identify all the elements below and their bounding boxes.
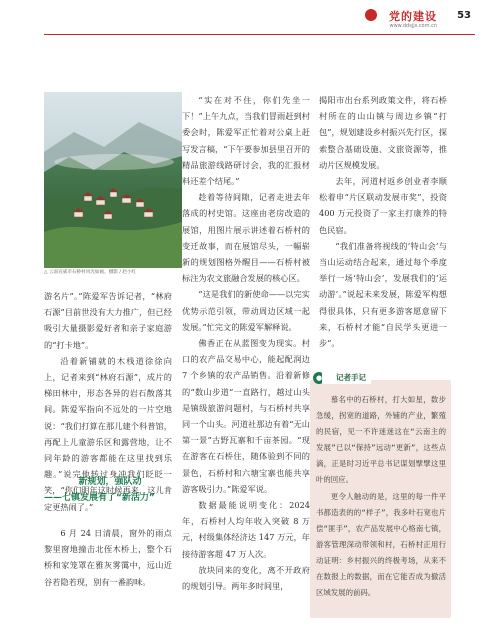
paragraph: 趁着等待间隙，记者走进去年落成的村史馆。这座由老房改造的展馆，用图片展示讲述着石桥村的变迁故事，而在展馆尽头，一幅崭新的规划图格外醒目——石桥村被标注为农文旅融合发展的核心区。: [182, 192, 310, 284]
paragraph: 佛香正在从蓝图变为现实。村口的农产品交易中心，能起配润边 7 个乡镇的农产品销售。沿着新修的“数山步道”一直路行，越过山头是镇级旅游问题村，与石桥村共享同一个山头。河道社那边有着“无山第一景”古野瓦寨和千亩茶园。“现在游客在石桥住，随体验到不同的景色，石桥村和六塘宝寨也能共享游客吸引力。”陈爱军说。: [182, 338, 310, 494]
paragraph: 揭阳市出台系列政策文件，将石桥村所在的山山镇与周边乡镇“打包”，规划建设乡村振兴先行区，探索整合基础设施、文旅资源等，推动片区规模发展。: [319, 95, 447, 170]
section-heading-subtitle: ——七镇发展有了“新活力”: [44, 493, 155, 503]
notes-badge-icon: ●: [313, 372, 325, 384]
paragraph: “实在对不住，你们先坐一下！”上午九点，当我们冒雨赶到村委会时，陈爱军正忙着对公桌上赶写发言稿，“下午要参加县里召开的精品旅游线路研讨会，我的汇报材料还差个结尾。”: [182, 95, 310, 187]
reporter-notes-text: [316, 392, 446, 601]
paragraph: 慕名中的石桥村，打大如星，数步急缓，拐宽的道路，外铺的产业，繁殖的民宿，见一不许迷迷这在“云南主的发展”已以“保持”远动“更新”，这些点滴，正是时习近平总书记谋划擘擘这里叶的回应。: [316, 395, 446, 485]
reporter-notes-label: 记者手记: [322, 372, 371, 384]
column-2: [182, 92, 310, 594]
section-heading: [44, 474, 176, 506]
paragraph: “这是我们的新使命——以完实优势示范引领，带动周边区域一起发展。”忙完文的陈爱军解释说。: [182, 289, 310, 332]
paragraph: 6 月 24 日清晨，窗外的雨点黎里窗地撞击北侄木桥上，整个石桥和家笼罩在雅灰雾霭中，远山近谷若隐若现，别有一番韵味。: [44, 528, 172, 587]
village-photo: [44, 92, 182, 268]
header-rule: [44, 34, 475, 35]
paragraph: “我们准备将视线的‘特山会’与当山运动结合起来，通过每个季度举行一场‘特山会’，发展我们的‘运动游’。”说起未来发展，陈爱军构想得很具体，只有更多游客愿意留下来，石桥村才能“自民学头更进一步”。: [319, 240, 447, 349]
party-emblem-icon: [365, 9, 377, 21]
paragraph: 更令人触动的是，这里的每一件平书都造表的的“样子”，我多叶石宽也片偿“匪手”，农产品发展中心格南七镇，游客管理深动带领和村，石桥村正用行动证明：乡村振兴的终极考场，从来不在数报上的数据，而在它能否成为撤活区域发展的前码。: [316, 491, 446, 598]
site-url[interactable]: www.ddsjjs.com.cn: [389, 23, 437, 29]
paragraph: 沿着新铺就的木栈道徐徐向上，记者来到“林府石源”，成片的梯田林中，形态各异的岩石散落其间。陈爱军指向不远处的一片空地说：“我们打算在那儿建个科普馆，再配上儿童游乐区和露营地，让不同年龄的游客都能在这里找到乐趣。”说完他转过身冲我们眨眨一笑，“你们明年这时候再来，这儿肯定更热闹了。”: [44, 355, 172, 512]
paragraph: 游名片”。”陈爱军告诉记者，“林府石源”目前世没有大力推广，但已经吸引大量摄影爱好者和亲子家庭游的“打卡地”。: [44, 291, 172, 350]
magazine-logo: 党的建设: [389, 10, 437, 23]
column-1-bottom: [44, 525, 172, 590]
page-header: [273, 8, 473, 36]
paragraph: 数据最能说明变化：2024 年，石桥村人均年收入突破 8 万元，村级集体经济达 147 万元，年接待游客超 47 万人次。: [182, 500, 310, 559]
paragraph: 放块同来的变化，离不开政府的规划引导。两年多时间里，: [182, 564, 310, 592]
column-3: [319, 92, 447, 351]
page-number: 53: [457, 10, 471, 21]
section-heading-title: 新规划，强队动: [78, 477, 142, 487]
photo-caption: △ 云南宣威市石桥村风光如画。摄影 / 赵小红: [44, 270, 137, 275]
paragraph: 去年，河道村返乡创业者李顺松着申“片区联动发展市奖”，投资 400 万元投资了一家主打康养的特色民宿。: [319, 176, 447, 235]
